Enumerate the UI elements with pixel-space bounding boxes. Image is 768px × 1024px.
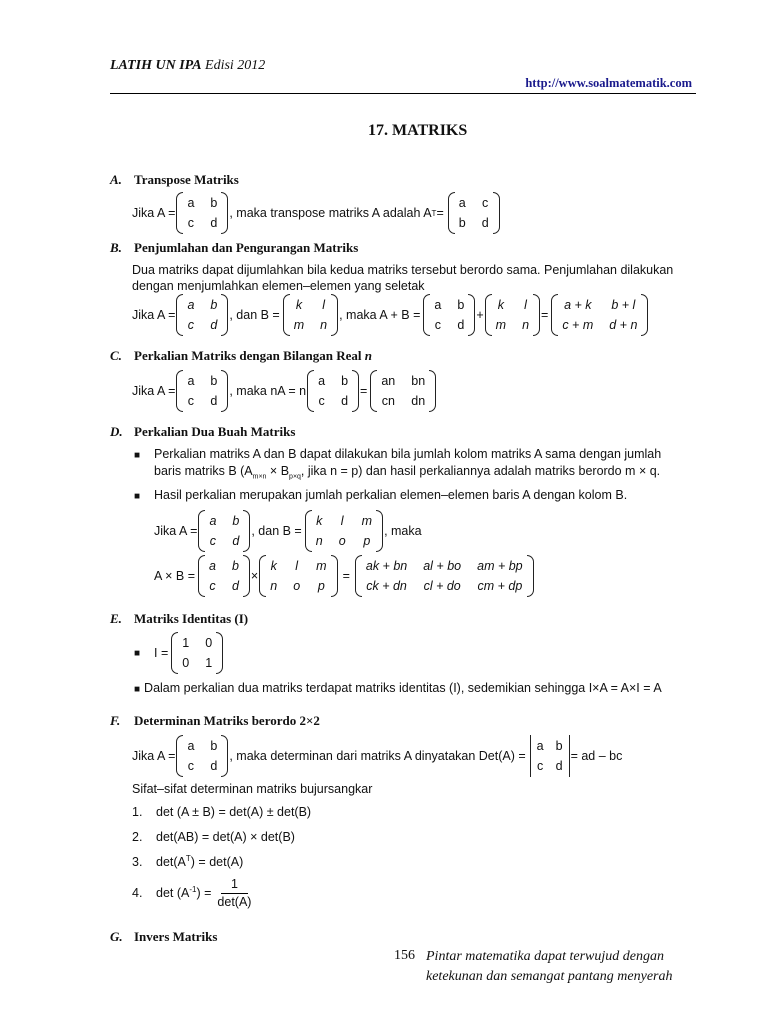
det-prop-2: 2. det(AB) = det(A) × det(B) — [132, 830, 295, 844]
section-e-bullet-2: ■ Dalam perkalian dua matriks terdapat matriks identitas (I), sedemikian sehingga I×A = A×I = A — [134, 681, 662, 695]
section-d-bullet-1: ■ Perkalian matriks A dan B dapat dilakukan bila jumlah kolom matriks A sama dengan jumlah — [134, 447, 662, 461]
section-a-heading: A. Transpose Matriks — [110, 172, 239, 187]
section-g-heading: G. Invers Matriks — [110, 929, 218, 944]
transpose-formula: Jika A = a b c d , maka transpose matriks A adalah A T = a c b d — [132, 192, 501, 234]
section-d-bullet-1-cont: baris matriks B ($A_{m\times n} \times B_{p\times q}$, jika n = p) dan hasil perkaliannya adalah matriks berordo m × q. — [154, 464, 661, 481]
matrix-a-transpose: a c b d — [448, 192, 500, 234]
det-prop-4: 4. det (A $^{-1}$ ) = $\frac{1}{\det(A)}$ — [132, 877, 252, 909]
section-b-heading: B. Penjumlahan dan Pengurangan Matriks — [110, 240, 359, 255]
det-prop-3: 3. $\det(A^T) = \det(A)$ — [132, 854, 244, 870]
product-formula: A × B = a b c d × k l m n o p = ak + bn al + bo am + bp ck + dn cl + do cm + dp — [154, 555, 535, 597]
header-rule — [110, 93, 696, 94]
section-f-heading: F. Determinan Matriks berordo 2×2 — [110, 713, 320, 728]
det-prop-1: 1. det (A ± B) = det(A) ± det(B) — [132, 805, 312, 819]
header-series: LATIH UN IPA Edisi 2012 — [110, 58, 266, 73]
section-d-heading: D. Perkalian Dua Buah Matriks — [110, 424, 296, 439]
header-url-link[interactable]: http://www.soalmatematik.com — [525, 76, 692, 90]
identity-matrix: ■ I = 1 0 0 1 — [134, 632, 224, 674]
addition-formula: Jika A = a b c d , dan B = k l m n , maka A + B = a b c d + k l m n = a + k b + l c + m d + n — [132, 294, 649, 336]
footer-motto: Pintar matematika dapat terwujud dengan ketekunan dan semangat pantang menyerah — [426, 949, 673, 984]
scalar-formula: Jika A = a b c d , maka nA = n a b c d = an bn cn dn — [132, 370, 437, 412]
section-e-heading: E. Matriks Identitas (I) — [110, 611, 249, 626]
page-number: 156 — [394, 948, 415, 963]
section-b-text-2: dengan menjumlahkan elemen–elemen yang seletak — [132, 279, 425, 293]
section-d-bullet-2: ■ Hasil perkalian merupakan jumlah perkalian elemen–elemen baris A dengan kolom B. — [134, 488, 628, 502]
section-b-text-1: Dua matriks dapat dijumlahkan bila kedua matriks tersebut berordo sama. Penjumlahan dilakukan — [132, 263, 674, 277]
inverse-det-fraction: $\frac{1}{\det(A)}$ — [217, 877, 252, 909]
section-c-heading: C. Perkalian Matriks dengan Bilangan Real n — [110, 348, 373, 363]
matrix-a: a b c d — [176, 192, 228, 234]
determinant-formula: Jika A = a b c d , maka determinan dari matriks A dinyatakan Det(A) = a b c d = ad – bc — [132, 735, 622, 777]
determinant-properties-heading: Sifat–sifat determinan matriks bujursangkar — [132, 782, 373, 796]
product-definition: Jika A = a b c d , dan B = k l m n o p , maka — [154, 510, 422, 552]
page-title: 17. MATRIKS — [368, 122, 468, 139]
